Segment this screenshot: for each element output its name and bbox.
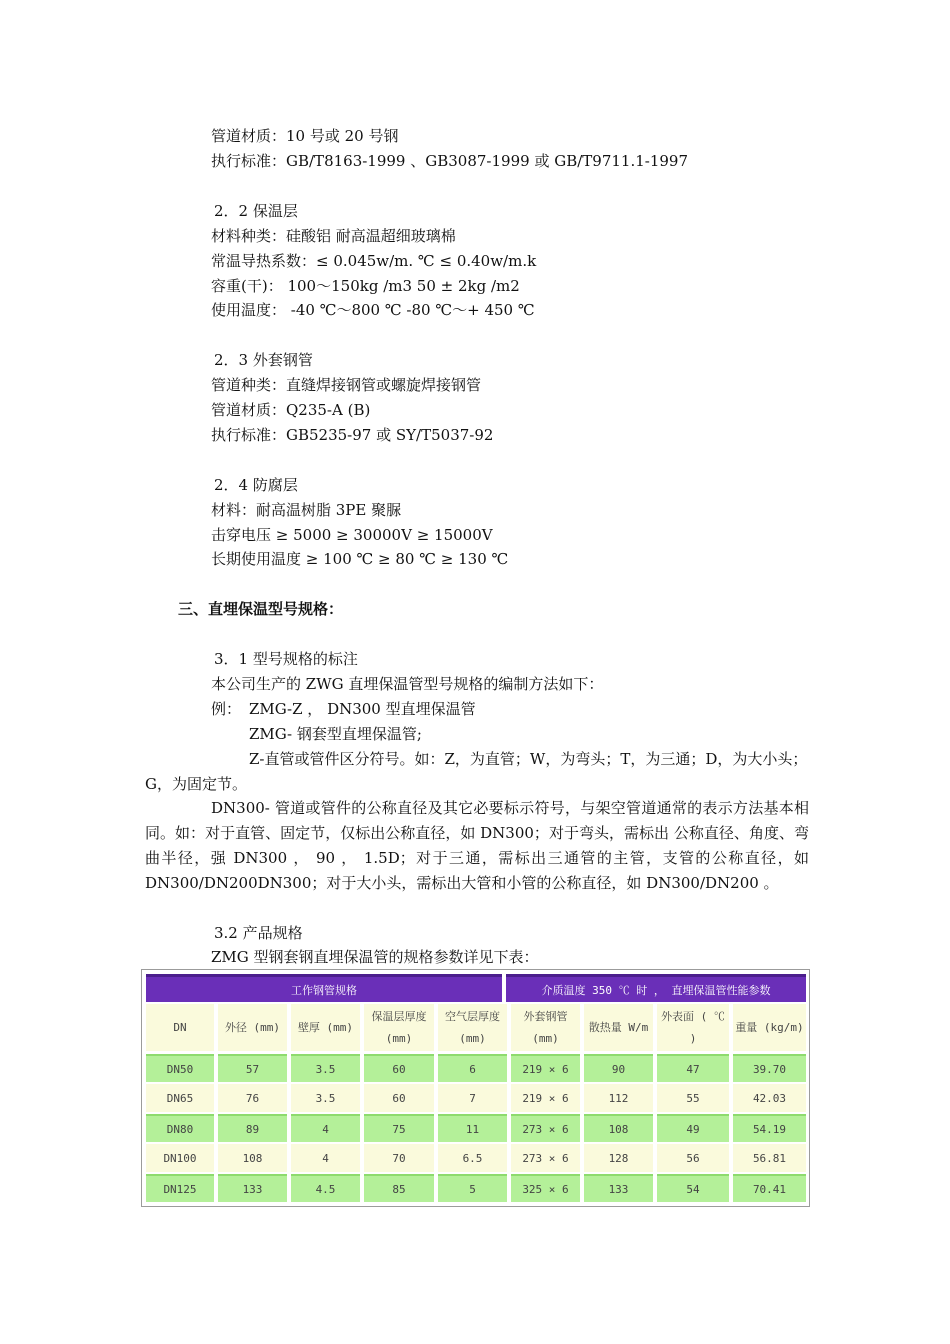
zmg-definition-line: ZMG- 钢套型直埋保温管; [249,725,422,743]
table-cell-weight: 54.19 [733,1114,806,1142]
table-cell-weight: 39.70 [733,1054,806,1082]
table-cell-insulation-thickness: 75 [364,1114,434,1142]
column-header-outer-diameter: 外径 (mm) [218,1004,287,1051]
table-cell-surface-temp: 49 [657,1114,729,1142]
service-temperature-line: 长期使用温度 ≥ 100 ℃ ≥ 80 ℃ ≥ 130 ℃ [211,550,509,568]
table-cell-dn: DN100 [146,1144,214,1172]
table-cell-heat-loss: 128 [584,1144,653,1172]
column-header-wall-thickness: 壁厚 (mm) [291,1004,360,1051]
dn-paragraph [145,796,809,896]
group-header-working-pipe: 工作钢管规格 [146,974,502,1002]
pipe-material-line: 管道材质：10 号或 20 号钢 [211,127,399,145]
section-3-heading: 三、直埋保温型号规格： [178,600,344,618]
table-cell-dn: DN50 [146,1054,214,1082]
table-cell-heat-loss: 133 [584,1174,653,1202]
table-cell-outer-diameter: 57 [218,1054,287,1082]
table-cell-outer-diameter: 133 [218,1174,287,1202]
table-cell-air-gap-thickness: 5 [438,1174,507,1202]
table-cell-insulation-thickness: 60 [364,1054,434,1082]
table-cell-air-gap-thickness: 6 [438,1054,507,1082]
table-cell-casing-pipe: 219 × 6 [511,1084,580,1112]
table-cell-wall-thickness: 4.5 [291,1174,360,1202]
naming-intro-line: 本公司生产的 ZWG 直埋保温管型号规格的编制方法如下： [211,675,604,693]
table-cell-casing-pipe: 273 × 6 [511,1144,580,1172]
table-cell-dn: DN65 [146,1084,214,1112]
column-header-heat-loss: 散热量 W/m [584,1004,653,1051]
table-cell-surface-temp: 54 [657,1174,729,1202]
table-cell-heat-loss: 112 [584,1084,653,1112]
thermal-conductivity-line: 常温导热系数：≤ 0.045w/m. ℃ ≤ 0.40w/m.k [211,252,537,270]
z-definition-line: Z-直管或管件区分符号。如：Z，为直管；W，为弯头；T，为三通；D，为大小头； [249,750,808,768]
column-header-air-gap-thickness: 空气层厚度 (mm) [438,1004,507,1051]
column-header-weight: 重量 (kg/m) [733,1004,806,1051]
temperature-line: 使用温度： -40 ℃～800 ℃ -80 ℃～+ 450 ℃ [211,301,535,319]
table-cell-insulation-thickness: 70 [364,1144,434,1172]
table-cell-insulation-thickness: 85 [364,1174,434,1202]
table-cell-insulation-thickness: 60 [364,1084,434,1112]
table-cell-wall-thickness: 4 [291,1144,360,1172]
casing-type-line: 管道种类：直缝焊接钢管或螺旋焊接钢管 [211,376,482,394]
table-cell-weight: 42.03 [733,1084,806,1112]
table-cell-surface-temp: 56 [657,1144,729,1172]
table-cell-weight: 56.81 [733,1144,806,1172]
table-cell-outer-diameter: 76 [218,1084,287,1112]
table-cell-dn: DN80 [146,1114,214,1142]
table-cell-weight: 70.41 [733,1174,806,1202]
table-cell-air-gap-thickness: 7 [438,1084,507,1112]
column-header-casing-pipe: 外套钢管 (mm) [511,1004,580,1051]
spec-table [141,969,810,1207]
standard-line: 执行标准：GB/T8163-1999 、GB3087-1999 或 GB/T9711.1-1997 [211,152,688,170]
insulation-material-line: 材料种类：硅酸铝 耐高温超细玻璃棉 [211,227,456,245]
section-2-2-title: 2．2 保温层 [214,202,298,220]
breakdown-voltage-line: 击穿电压 ≥ 5000 ≥ 30000V ≥ 15000V [211,526,493,544]
section-2-4-title: 2．4 防腐层 [214,476,298,494]
table-cell-casing-pipe: 273 × 6 [511,1114,580,1142]
example-label: 例： [211,700,242,718]
table-cell-wall-thickness: 4 [291,1114,360,1142]
table-cell-air-gap-thickness: 11 [438,1114,507,1142]
table-cell-surface-temp: 47 [657,1054,729,1082]
table-cell-dn: DN125 [146,1174,214,1202]
density-line: 容重(干)： 100～150kg /m3 50 ± 2kg /m2 [211,277,520,295]
table-cell-heat-loss: 108 [584,1114,653,1142]
column-header-insulation-thickness: 保温层厚度 (mm) [364,1004,434,1051]
table-cell-outer-diameter: 89 [218,1114,287,1142]
column-header-dn: DN [146,1004,214,1051]
table-cell-surface-temp: 55 [657,1084,729,1112]
example-value: ZMG-Z ， DN300 型直埋保温管 [249,700,476,718]
table-cell-air-gap-thickness: 6.5 [438,1144,507,1172]
table-cell-casing-pipe: 325 × 6 [511,1174,580,1202]
table-cell-wall-thickness: 3.5 [291,1054,360,1082]
section-3-1-title: 3．1 型号规格的标注 [214,650,358,668]
group-header-performance: 介质温度 350 ℃ 时 ， 直埋保温管性能参数 [506,974,806,1002]
table-cell-heat-loss: 90 [584,1054,653,1082]
section-2-3-title: 2．3 外套钢管 [214,351,313,369]
column-header-surface-temp: 外表面 ( ℃ ) [657,1004,729,1051]
table-cell-wall-thickness: 3.5 [291,1084,360,1112]
spec-intro-line: ZMG 型钢套钢直埋保温管的规格参数详见下表： [211,948,539,966]
table-cell-casing-pipe: 219 × 6 [511,1054,580,1082]
coating-material-line: 材料：耐高温树脂 3PE 聚脲 [211,501,402,519]
g-definition-line: G，为固定节。 [145,775,247,793]
section-3-2-title: 3.2 产品规格 [214,924,303,942]
casing-material-line: 管道材质：Q235-A (B) [211,401,371,419]
dn-paragraph-text: DN300- 管道或管件的公称直径及其它必要标示符号，与架空管道通常的表示方法基本相同。如：对于直管、固定节，仅标出公称直径，如 DN300；对于弯头，需标出 公称直径、角度、弯曲半径，强 DN300 ， 90 ， 1.5D；对于三通，需标出三通管的主管，支管的公称直径，如 DN300/DN200DN300；对于大小头，需标出大管和小管的公称直径，如 DN300/DN200 。 [145,799,809,892]
casing-standard-line: 执行标准：GB5235-97 或 SY/T5037-92 [211,426,494,444]
table-cell-outer-diameter: 108 [218,1144,287,1172]
